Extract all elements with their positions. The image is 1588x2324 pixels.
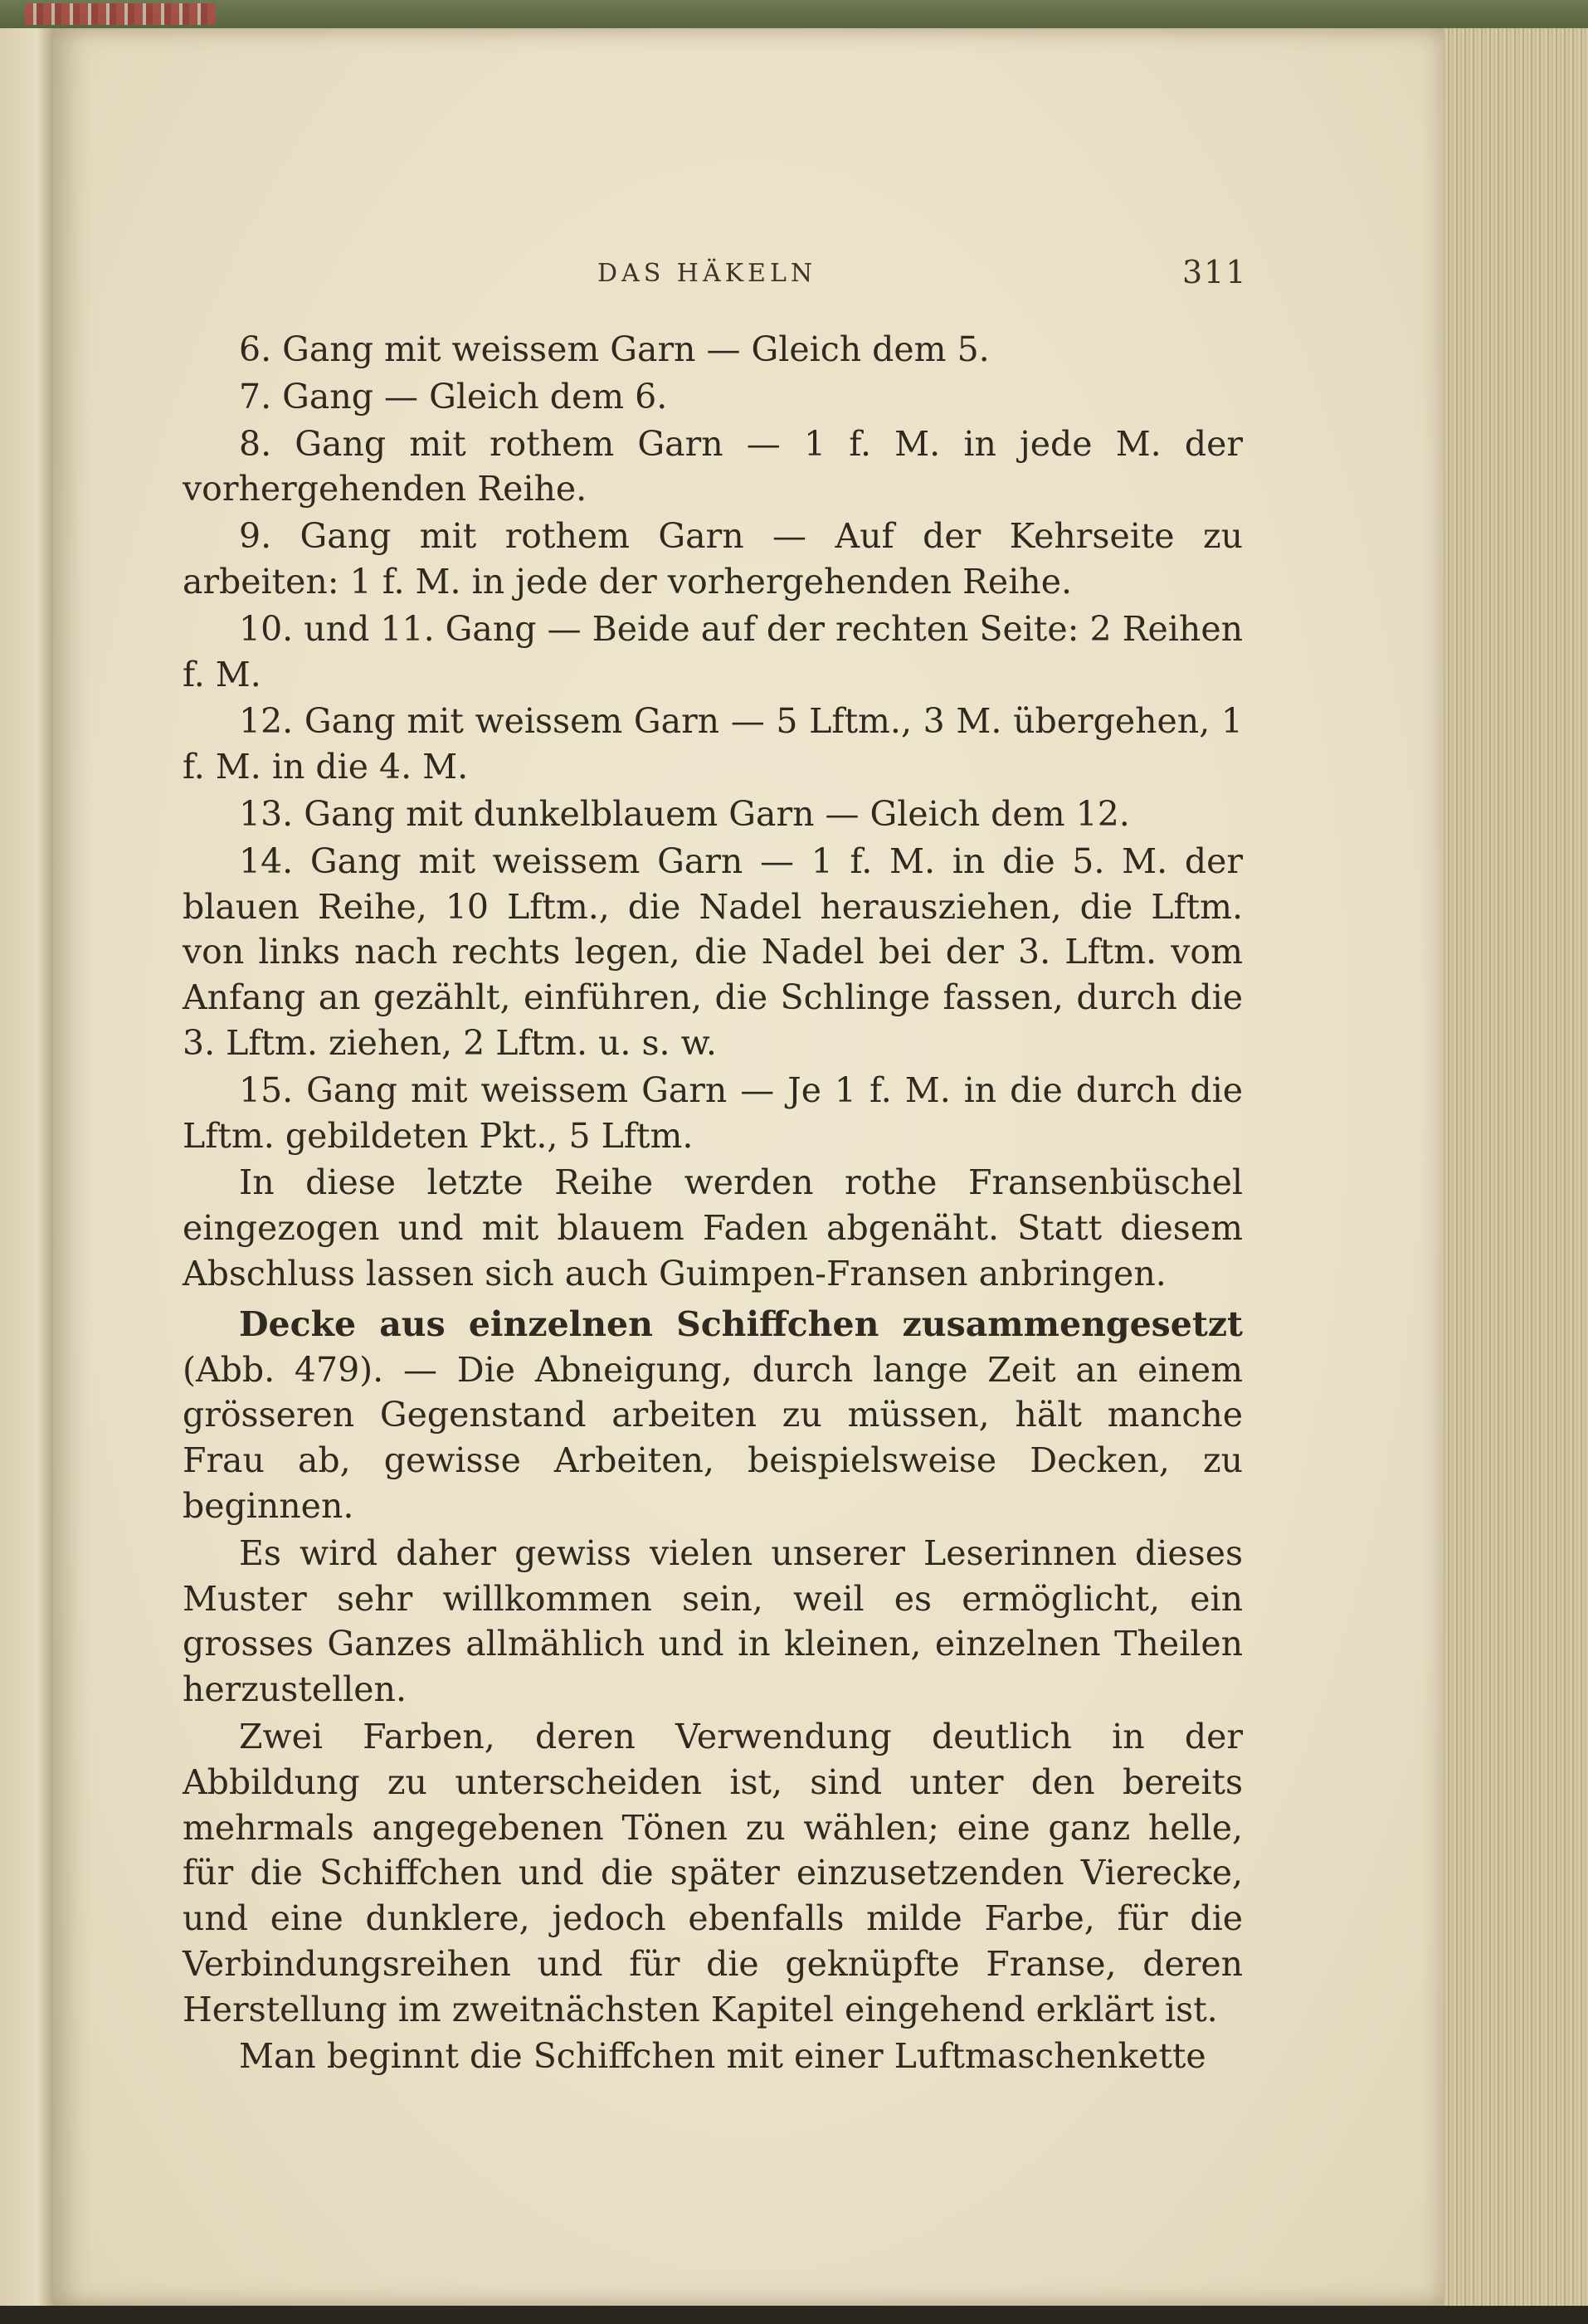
paragraph: Zwei Farben, deren Verwendung deutlich in der Abbildung zu unterscheiden ist, sind unter den bereits mehrmals angegebenen Tönen zu wählen; eine ganz helle, für die Schiffchen und die später einzusetzenden Vierecke, und eine dunklere, jedoch ebenfalls milde Farbe, für die Verbindungsreihen und für die geknüpfte Franse, deren Herstellung im zweitnächsten Kapitel eingehend erklärt ist.	[183, 1716, 1243, 2029]
paragraph: 13. Gang mit dunkelblauem Garn — Gleich dem 12.	[239, 793, 1130, 834]
section-paragraph	[183, 1302, 1243, 1529]
paragraph: Es wird daher gewiss vielen unserer Leserinnen dieses Muster sehr willkommen sein, weil es ermöglicht, ein grosses Ganzes allmählich und in kleinen, einzelnen Theilen herzustellen.	[183, 1532, 1243, 1710]
page-number: 311	[1182, 254, 1248, 290]
page-header	[0, 254, 1588, 295]
paragraph: 10. und 11. Gang — Beide auf der rechten Seite: 2 Reihen f. M.	[183, 608, 1243, 694]
paragraph: 9. Gang mit rothem Garn — Auf der Kehrseite zu arbeiten: 1 f. M. in jede der vorhergehenden Reihe.	[183, 516, 1243, 602]
book-cover-edge	[0, 0, 1588, 28]
body-text	[183, 327, 1243, 2081]
page-stack-edge	[1444, 28, 1588, 2306]
bottom-shadow	[0, 2306, 1588, 2324]
paragraph: 6. Gang mit weissem Garn — Gleich dem 5.	[239, 329, 990, 369]
paragraph: Man beginnt die Schiffchen mit einer Luftmaschenkette	[239, 2036, 1206, 2077]
paragraph: 8. Gang mit rothem Garn — 1 f. M. in jede M. der vorhergehenden Reihe.	[183, 423, 1243, 509]
running-head: DAS HÄKELN	[597, 259, 817, 288]
facing-page-edge	[0, 28, 53, 2324]
paragraph: 14. Gang mit weissem Garn — 1 f. M. in die 5. M. der blauen Reihe, 10 Lftm., die Nadel herausziehen, die Lftm. von links nach rechts legen, die Nadel bei der 3. Lftm. vom Anfang an gezählt, einführen, die Schlinge fassen, durch die 3. Lftm. ziehen, 2 Lftm. u. s. w.	[183, 840, 1243, 1063]
paragraph: In diese letzte Reihe werden rothe Fransenbüschel eingezogen und mit blauem Faden abgenäht. Statt diesem Abschluss lassen sich auch Guimpen-Fransen anbringen.	[183, 1162, 1243, 1294]
section-text: (Abb. 479). — Die Abneigung, durch lange Zeit an einem grösseren Gegenstand arbeiten zu müssen, hält manche Frau ab, gewisse Arbeiten, beispielsweise Decken, zu beginnen.	[183, 1349, 1243, 1526]
paragraph: 7. Gang — Gleich dem 6.	[239, 376, 668, 417]
paragraph: 15. Gang mit weissem Garn — Je 1 f. M. in die durch die Lftm. gebildeten Pkt., 5 Lftm.	[183, 1069, 1243, 1156]
paragraph: 12. Gang mit weissem Garn — 5 Lftm., 3 M. übergehen, 1 f. M. in die 4. M.	[183, 701, 1243, 787]
section-heading: Decke aus einzelnen Schiffchen zusammengesetzt	[239, 1303, 1243, 1344]
bookmark-ribbon	[25, 3, 216, 25]
